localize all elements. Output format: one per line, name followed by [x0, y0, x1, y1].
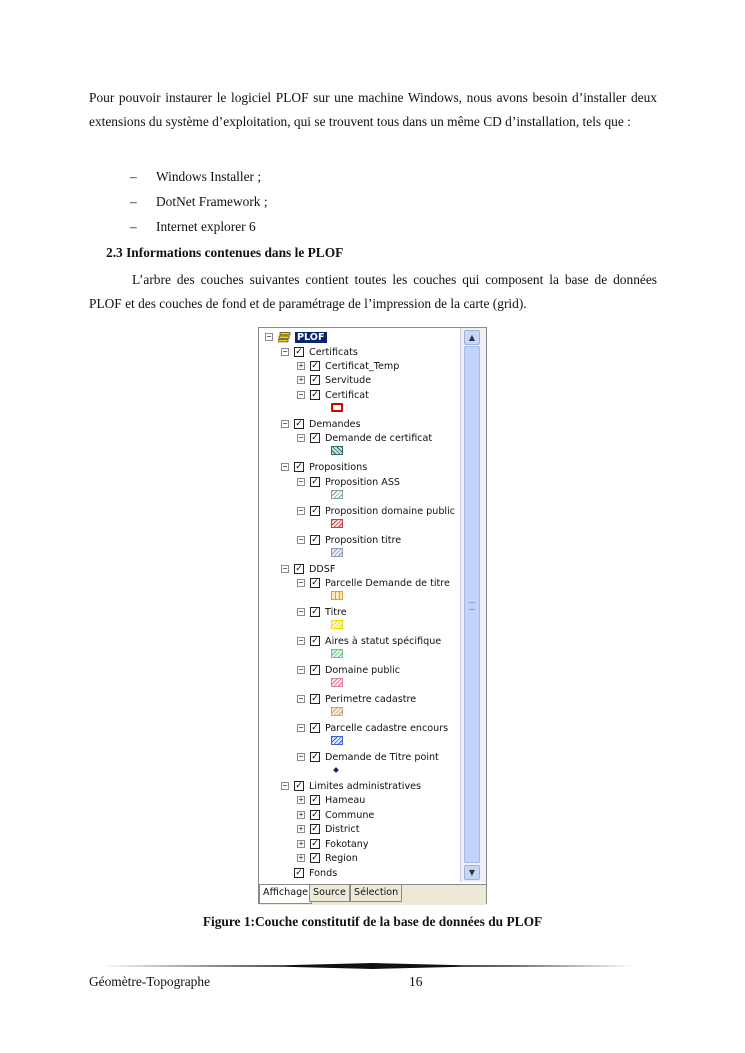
- collapse-icon[interactable]: −: [298, 390, 304, 399]
- tree-item-label: Domaine public: [325, 664, 401, 676]
- scroll-thumb[interactable]: [464, 346, 480, 863]
- layer-checkbox[interactable]: ✓: [311, 607, 319, 617]
- layer-checkbox[interactable]: ✓: [311, 795, 319, 805]
- section-heading: 2.3 Informations contenues dans le PLOF: [106, 245, 344, 260]
- tree-item-titre[interactable]: [297, 605, 347, 619]
- tree-item-domaine-public[interactable]: [297, 663, 400, 677]
- layer-checkbox[interactable]: ✓: [311, 694, 319, 704]
- tree-item-label: Proposition ASS: [325, 476, 401, 488]
- layer-checkbox[interactable]: ✓: [311, 824, 319, 834]
- list-item: – Windows Installer ;: [130, 169, 262, 184]
- layer-checkbox[interactable]: ✓: [311, 578, 319, 588]
- tree-item-label: Servitude: [325, 374, 372, 386]
- layer-checkbox[interactable]: ✓: [311, 390, 319, 400]
- expand-icon[interactable]: +: [298, 375, 304, 384]
- tree-item-label: Commune: [325, 809, 375, 821]
- tree-item-label: Proposition domaine public: [325, 505, 456, 517]
- tree-item-label: Hameau: [325, 794, 366, 806]
- tree-row-root[interactable]: [265, 330, 327, 344]
- tree-item-label: Certificats: [309, 346, 358, 358]
- collapse-icon[interactable]: −: [282, 347, 288, 356]
- aires-statut-symbol-icon: [331, 649, 343, 658]
- layer-tree: [259, 328, 460, 882]
- panel-tabs: [259, 884, 486, 905]
- tree-item-aires-statut[interactable]: [297, 634, 441, 648]
- layer-checkbox[interactable]: ✓: [311, 810, 319, 820]
- tree-group-ddsf[interactable]: [281, 562, 335, 576]
- tree-item-label: Parcelle Demande de titre: [325, 577, 450, 589]
- tree-item-parcelle-demande-titre[interactable]: [297, 576, 450, 590]
- layer-checkbox[interactable]: ✓: [295, 781, 303, 791]
- tree-item-label: Certificat_Temp: [325, 360, 400, 372]
- tree-group-limites-administratives[interactable]: [281, 779, 421, 793]
- layer-checkbox[interactable]: ✓: [311, 752, 319, 762]
- tree-item-label: Certificat: [325, 389, 369, 401]
- tree-item-label: Propositions: [309, 461, 368, 473]
- collapse-icon[interactable]: −: [266, 332, 272, 341]
- tree-item-label: Perimetre cadastre: [325, 693, 417, 705]
- collapse-icon[interactable]: −: [298, 694, 304, 703]
- tree-item-certificat-temp[interactable]: [297, 359, 399, 373]
- tree-item-label: Fokotany: [325, 838, 369, 850]
- tree-item-label: Demande de certificat: [325, 432, 433, 444]
- list-item: – DotNet Framework ;: [130, 194, 268, 209]
- tree-item-fonds[interactable]: [294, 866, 337, 880]
- scroll-up-icon[interactable]: ▲: [464, 330, 480, 345]
- footer-divider: [104, 963, 642, 969]
- tree-item-demande-titre-point[interactable]: [297, 750, 439, 764]
- demande-certificat-symbol-icon: [331, 446, 343, 455]
- tree-item-servitude[interactable]: [297, 373, 371, 387]
- collapse-icon[interactable]: −: [282, 462, 288, 471]
- collapse-icon[interactable]: −: [298, 535, 304, 544]
- layer-checkbox[interactable]: ✓: [311, 535, 319, 545]
- page-number: 16: [409, 974, 423, 989]
- layer-checkbox[interactable]: ✓: [311, 853, 319, 863]
- layer-checkbox[interactable]: ✓: [311, 636, 319, 646]
- tree-item-proposition-domaine-public[interactable]: [297, 504, 455, 518]
- layer-checkbox[interactable]: ✓: [311, 506, 319, 516]
- layer-checkbox[interactable]: ✓: [295, 419, 303, 429]
- layer-tree-panel: [258, 327, 487, 904]
- parcelle-cadastre-encours-symbol-icon: [331, 736, 343, 745]
- tree-item-region[interactable]: [297, 851, 358, 865]
- tree-item-label: DDSF: [309, 563, 336, 575]
- tree-item-label: Demande de Titre point: [325, 751, 439, 763]
- intro-paragraph: Pour pouvoir instaurer le logiciel PLOF sur une machine Windows, nous avons besoin d’installer deux extensions du système d’exploitation, qui se trouvent tous dans un même CD d’installation, tels que :: [89, 90, 657, 129]
- expand-icon[interactable]: +: [298, 824, 304, 833]
- tree-item-perimetre-cadastre[interactable]: [297, 692, 416, 706]
- tree-item-label: Parcelle cadastre encours: [325, 722, 449, 734]
- collapse-icon[interactable]: −: [298, 607, 304, 616]
- domaine-public-symbol-icon: [331, 678, 343, 687]
- tree-item-proposition-ass[interactable]: [297, 475, 400, 489]
- tab-source[interactable]: Source: [309, 885, 350, 902]
- layer-checkbox[interactable]: ✓: [295, 347, 303, 357]
- expand-icon[interactable]: +: [298, 795, 304, 804]
- tree-group-certificats[interactable]: [281, 345, 358, 359]
- layer-checkbox[interactable]: ✓: [311, 723, 319, 733]
- tree-item-hameau[interactable]: [297, 793, 365, 807]
- proposition-titre-symbol-icon: [331, 548, 343, 557]
- tree-item-parcelle-cadastre-encours[interactable]: [297, 721, 448, 735]
- tree-item-certificat[interactable]: [297, 388, 369, 402]
- expand-icon[interactable]: +: [298, 810, 304, 819]
- perimetre-cadastre-symbol-icon: [331, 707, 343, 716]
- tree-item-label: Titre: [325, 606, 347, 618]
- tree-item-label: Demandes: [309, 418, 361, 430]
- certificat-symbol-icon: [331, 403, 343, 412]
- layer-checkbox[interactable]: ✓: [311, 477, 319, 487]
- body-paragraph: L’arbre des couches suivantes contient toutes les couches qui composent la base de données PLOF et des couches de fond et de paramétrage de l’impression de la carte (grid).: [89, 272, 657, 311]
- tree-group-propositions[interactable]: [281, 460, 367, 474]
- tree-item-label: Proposition titre: [325, 534, 402, 546]
- collapse-icon[interactable]: −: [298, 636, 304, 645]
- tree-item-proposition-titre[interactable]: [297, 533, 401, 547]
- collapse-icon[interactable]: −: [298, 752, 304, 761]
- collapse-icon[interactable]: −: [298, 578, 304, 587]
- grip-icon: [469, 602, 475, 610]
- layer-checkbox[interactable]: ✓: [311, 665, 319, 675]
- layer-checkbox[interactable]: ✓: [311, 375, 319, 385]
- point-symbol-icon: [333, 767, 339, 773]
- requirements-list: [130, 164, 268, 239]
- layer-checkbox[interactable]: ✓: [295, 564, 303, 574]
- layer-checkbox[interactable]: ✓: [295, 868, 303, 878]
- tree-item-label: Aires à statut spécifique: [325, 635, 442, 647]
- collapse-icon[interactable]: −: [282, 781, 288, 790]
- layer-checkbox[interactable]: ✓: [311, 839, 319, 849]
- collapse-icon[interactable]: −: [298, 665, 304, 674]
- collapse-icon[interactable]: −: [298, 477, 304, 486]
- proposition-domaine-public-symbol-icon: [331, 519, 343, 528]
- collapse-icon[interactable]: −: [298, 723, 304, 732]
- tree-item-label: Limites administratives: [309, 780, 422, 792]
- tab-selection[interactable]: Sélection: [350, 885, 402, 902]
- proposition-ass-symbol-icon: [331, 490, 343, 499]
- expand-icon[interactable]: +: [298, 361, 304, 370]
- list-item: – Internet explorer 6: [130, 219, 256, 234]
- tree-item-district[interactable]: [297, 822, 359, 836]
- titre-symbol-icon: [331, 620, 343, 629]
- tree-item-demande-certificat[interactable]: [297, 431, 432, 445]
- database-stack-icon: [278, 332, 292, 343]
- tree-item-label: Fonds: [309, 867, 338, 879]
- tree-root-label: PLOF: [297, 331, 325, 343]
- tree-item-label: Region: [325, 852, 358, 864]
- expand-icon[interactable]: +: [298, 839, 304, 848]
- layer-checkbox[interactable]: ✓: [295, 462, 303, 472]
- collapse-icon[interactable]: −: [298, 433, 304, 442]
- collapse-icon[interactable]: −: [282, 419, 288, 428]
- tab-affichage[interactable]: Affichage: [259, 885, 312, 904]
- layer-checkbox[interactable]: ✓: [311, 361, 319, 371]
- scroll-down-icon[interactable]: ▼: [464, 865, 480, 880]
- collapse-icon[interactable]: −: [282, 564, 288, 573]
- parcelle-demande-titre-symbol-icon: [331, 591, 343, 600]
- collapse-icon[interactable]: −: [298, 506, 304, 515]
- tree-group-demandes[interactable]: [281, 417, 361, 431]
- figure-caption: Figure 1:Couche constitutif de la base de données du PLOF: [202, 914, 543, 929]
- footer-author: Géomètre-Topographe: [89, 974, 211, 989]
- expand-icon[interactable]: +: [298, 853, 304, 862]
- vertical-scrollbar[interactable]: [460, 328, 486, 882]
- tree-item-commune[interactable]: [297, 808, 374, 822]
- tree-item-fokotany[interactable]: [297, 837, 369, 851]
- layer-checkbox[interactable]: ✓: [311, 433, 319, 443]
- tree-item-label: District: [325, 823, 360, 835]
